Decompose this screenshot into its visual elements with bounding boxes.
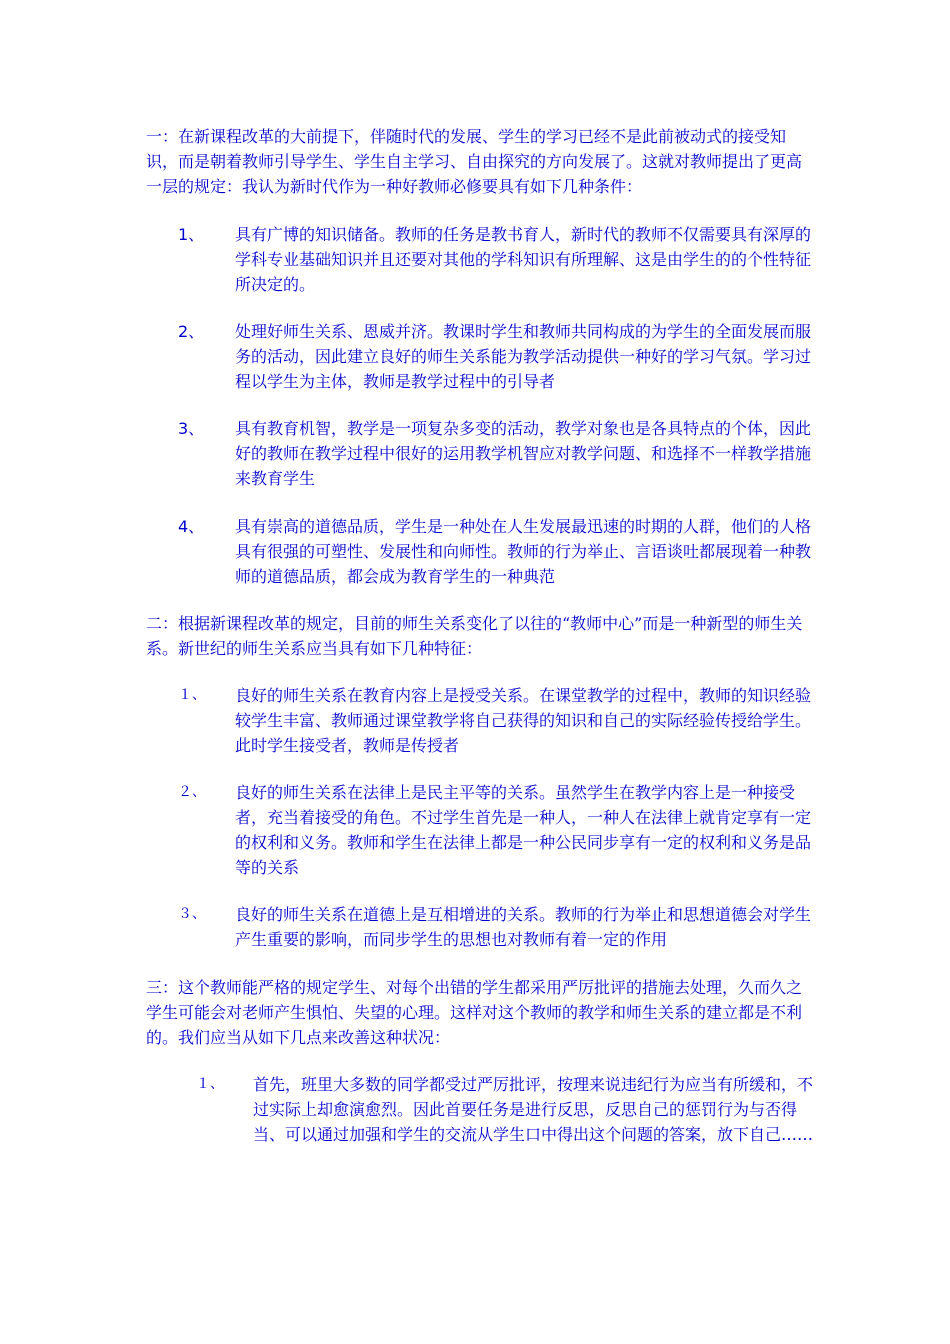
item-number: １、	[196, 1076, 224, 1092]
item-number: 4、	[178, 517, 205, 536]
item-text: 首先，班里大多数的同学都受过严厉批评，按理来说违纪行为应当有所缓和，不过实际上却愈演愈烈。因此首要任务是进行反思，反思自己的惩罚行为与否得当、可以通过加强和学生的交流从学生口中得出这个问题的答案，放下自己……	[253, 1075, 814, 1144]
item-text: 良好的师生关系在道德上是互相增进的关系。教师的行为举止和思想道德会对学生产生重要的影响，而同步学生的思想也对教师有着一定的作用	[235, 905, 812, 949]
item-number: 3、	[178, 419, 205, 438]
item-text: 具有广博的知识储备。教师的任务是教书育人，新时代的教师不仅需要具有深厚的学科专业基础知识并且还要对其他的学科知识有所理解、这是由学生的的个性特征所决定的。	[235, 225, 812, 294]
item-text: 良好的师生关系在教育内容上是授受关系。在课堂教学的过程中，教师的知识经验较学生丰富、教师通过课堂教学将自己获得的知识和自己的实际经验传授给学生。此时学生接受者，教师是传授者	[235, 686, 812, 755]
section3-intro: 三：这个教师能严格的规定学生、对每个出错的学生都采用严厉批评的措施去处理，久而久之学生可能会对老师产生惧怕、失望的心理。这样对这个教师的教学和师生关系的建立都是不利的。我们应当从如下几点来改善这种状况：	[146, 978, 803, 1047]
section2-intro: 二：根据新课程改革的规定，目前的师生关系变化了以往的“教师中心”而是一种新型的师生关系。新世纪的师生关系应当具有如下几种特征：	[146, 614, 803, 658]
section1-intro: 一：在新课程改革的大前提下，伴随时代的发展、学生的学习已经不是此前被动式的接受知识，而是朝着教师引导学生、学生自主学习、自由探究的方向发展了。这就对教师提出了更高一层的规定：我认为新时代作为一种好教师必修要具有如下几种条件：	[146, 127, 803, 196]
item-text: 具有崇高的道德品质，学生是一种处在人生发展最迅速的时期的人群，他们的人格具有很强的可塑性、发展性和向师性。教师的行为举止、言语谈吐都展现着一种教师的道德品质，都会成为教育学生的一种典范	[235, 517, 812, 586]
item-number: ３、	[178, 906, 206, 922]
item-text: 具有教育机智，教学是一项复杂多变的活动，教学对象也是各具特点的个体，因此好的教师在教学过程中很好的运用教学机智应对教学问题、和选择不一样教学措施来教育学生	[235, 419, 812, 488]
item-number: １、	[178, 687, 206, 703]
item-text: 良好的师生关系在法律上是民主平等的关系。虽然学生在教学内容上是一种接受者，充当着接受的角色。不过学生首先是一种人，一种人在法律上就肯定享有一定的权利和义务。教师和学生在法律上都是一种公民同步享有一定的权利和义务是品等的关系	[235, 783, 812, 877]
item-number: ２、	[178, 784, 206, 800]
item-text: 处理好师生关系、恩威并济。教课时学生和教师共同构成的为学生的全面发展而服务的活动，因此建立良好的师生关系能为教学活动提供一种好的学习气氛。学习过程以学生为主体，教师是教学过程中的引导者	[235, 322, 812, 391]
item-number: 1、	[178, 225, 205, 244]
item-number: 2、	[178, 322, 205, 341]
